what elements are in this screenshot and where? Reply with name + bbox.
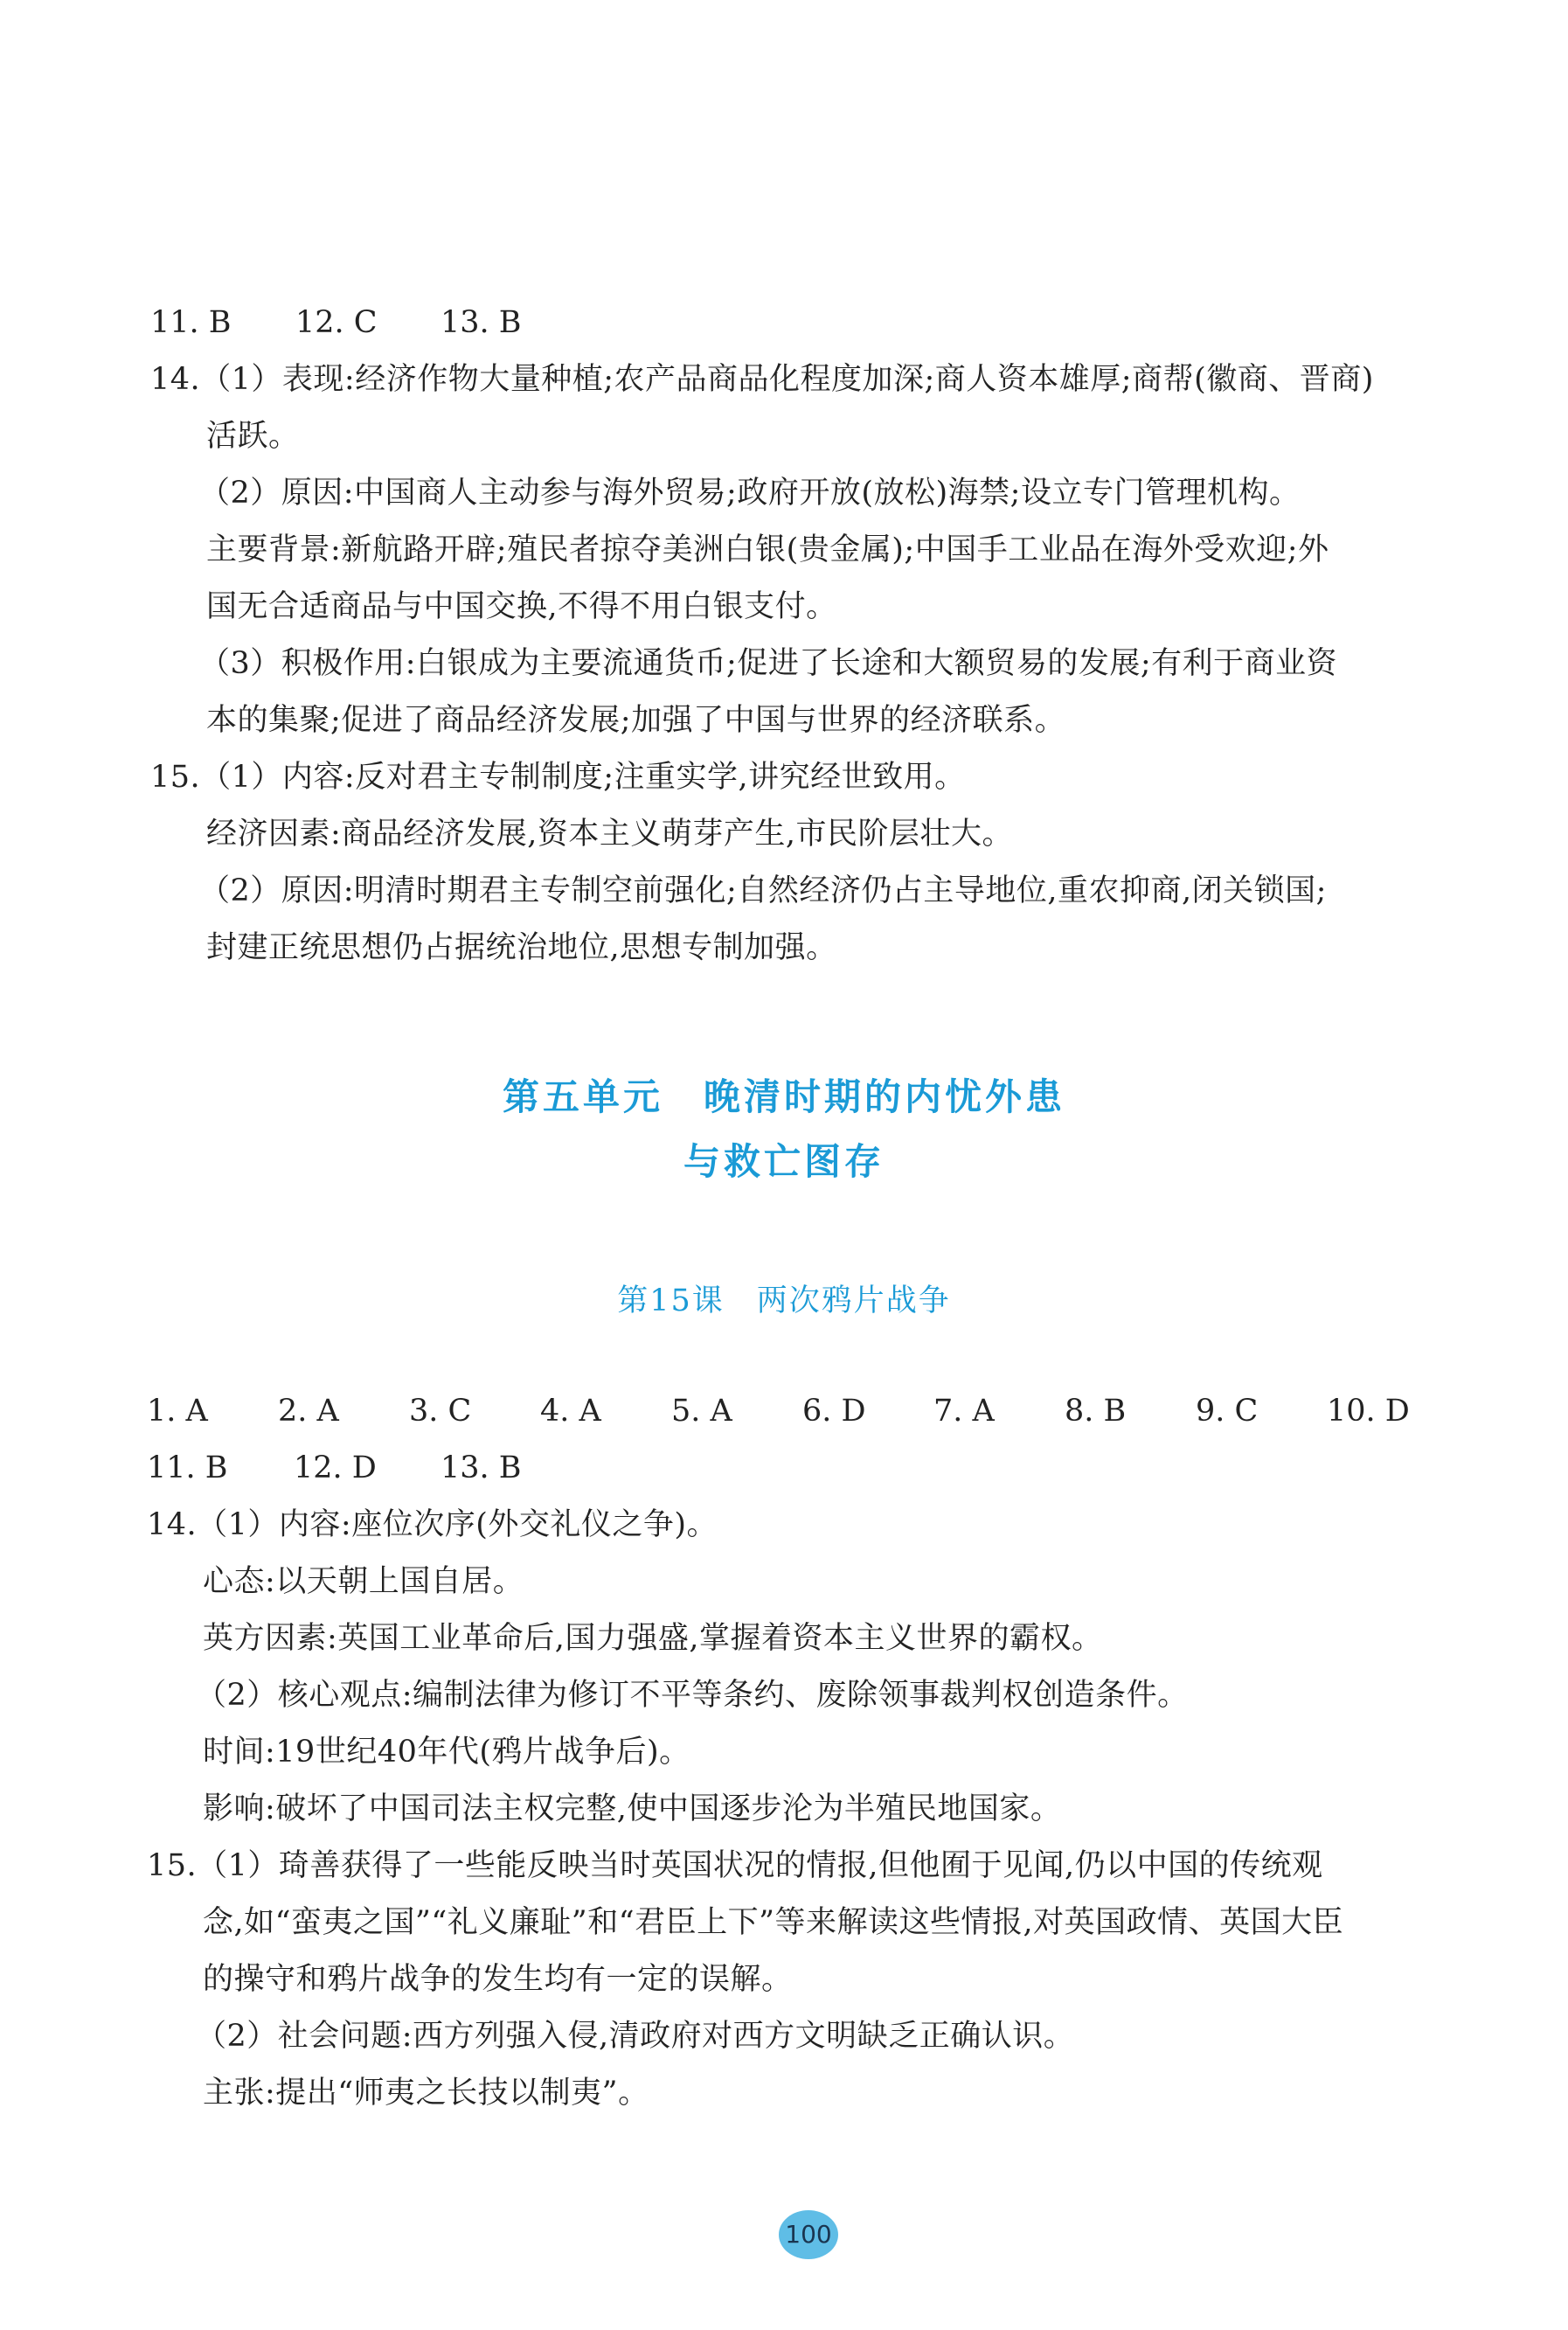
answer-3: 3. C [409, 1394, 472, 1429]
answer-line: 15.（1）琦善获得了一些能反映当时英国状况的情报,但他囿于见闻,仍以中国的传统观 [147, 1848, 1323, 1883]
answer-13: 13. B [441, 1450, 522, 1485]
answer-12: 12. D [294, 1450, 377, 1485]
answer-line: 的操守和鸦片战争的发生均有一定的误解。 [203, 1962, 793, 1997]
answer-line: 时间:19世纪40年代(鸦片战争后)。 [203, 1735, 690, 1770]
answer-line: （2）原因:中国商人主动参与海外贸易;政府开放(放松)海禁;设立专门管理机构。 [199, 476, 1301, 511]
answer-12: 12. C [295, 305, 378, 340]
answer-line: 14.（1）内容:座位次序(外交礼仪之争)。 [147, 1507, 718, 1542]
answer-line: 国无合适商品与中国交换,不得不用白银支付。 [206, 589, 837, 624]
answer-8: 8. B [1065, 1394, 1127, 1429]
answer-4: 4. A [540, 1394, 601, 1429]
answer-line: （2）核心观点:编制法律为修订不平等条约、废除领事裁判权创造条件。 [196, 1678, 1189, 1713]
answer-line: 本的集聚;促进了商品经济发展;加强了中国与世界的经济联系。 [206, 703, 1066, 738]
answer-line: 主要背景:新航路开辟;殖民者掠夺美洲白银(贵金属);中国手工业品在海外受欢迎;外 [206, 532, 1329, 567]
answer-11: 11. B [150, 305, 232, 340]
answer-line: 15.（1）内容:反对君主专制制度;注重实学,讲究经世致用。 [150, 760, 966, 795]
answer-line: 活跃。 [206, 419, 300, 454]
answer-line: 14.（1）表现:经济作物大量种植;农产品商品化程度加深;商人资本雄厚;商帮(徽商、晋商) [150, 362, 1374, 397]
unit-subtitle: 与救亡图存 [683, 1140, 885, 1183]
answer-line: 封建正统思想仍占据统治地位,思想专制加强。 [206, 930, 837, 965]
answer-2: 2. A [278, 1394, 339, 1429]
answer-line: （3）积极作用:白银成为主要流通货币;促进了长途和大额贸易的发展;有利于商业资 [199, 646, 1338, 681]
answer-line: 念,如“蛮夷之国”“礼义廉耻”和“君臣上下”等来解读这些情报,对英国政情、英国大臣 [203, 1905, 1344, 1940]
answer-line: 英方因素:英国工业革命后,国力强盛,掌握着资本主义世界的霸权。 [203, 1621, 1103, 1656]
unit-title: 第五单元 晚清时期的内忧外患 [502, 1075, 1065, 1118]
answer-1: 1. A [147, 1394, 208, 1429]
answer-9: 9. C [1196, 1394, 1259, 1429]
answer-line: 经济因素:商品经济发展,资本主义萌芽产生,市民阶层壮大。 [206, 817, 1014, 852]
page-number: 100 [779, 2210, 838, 2259]
answer-11: 11. B [147, 1450, 228, 1485]
answer-7: 7. A [933, 1394, 995, 1429]
answer-line: （2）原因:明清时期君主专制空前强化;自然经济仍占主导地位,重农抑商,闭关锁国; [199, 873, 1327, 908]
answer-line: 心态:以天朝上国自居。 [203, 1564, 524, 1599]
lesson-title: 第15课 两次鸦片战争 [617, 1283, 951, 1318]
answer-line: 主张:提出“师夷之长技以制夷”。 [203, 2076, 649, 2111]
answer-10: 10. D [1327, 1394, 1410, 1429]
answer-13: 13. B [441, 305, 522, 340]
answer-6: 6. D [802, 1394, 866, 1429]
answer-line: （2）社会问题:西方列强入侵,清政府对西方文明缺乏正确认识。 [196, 2019, 1075, 2054]
answer-5: 5. A [671, 1394, 732, 1429]
answer-line: 影响:破坏了中国司法主权完整,使中国逐步沦为半殖民地国家。 [203, 1791, 1062, 1826]
